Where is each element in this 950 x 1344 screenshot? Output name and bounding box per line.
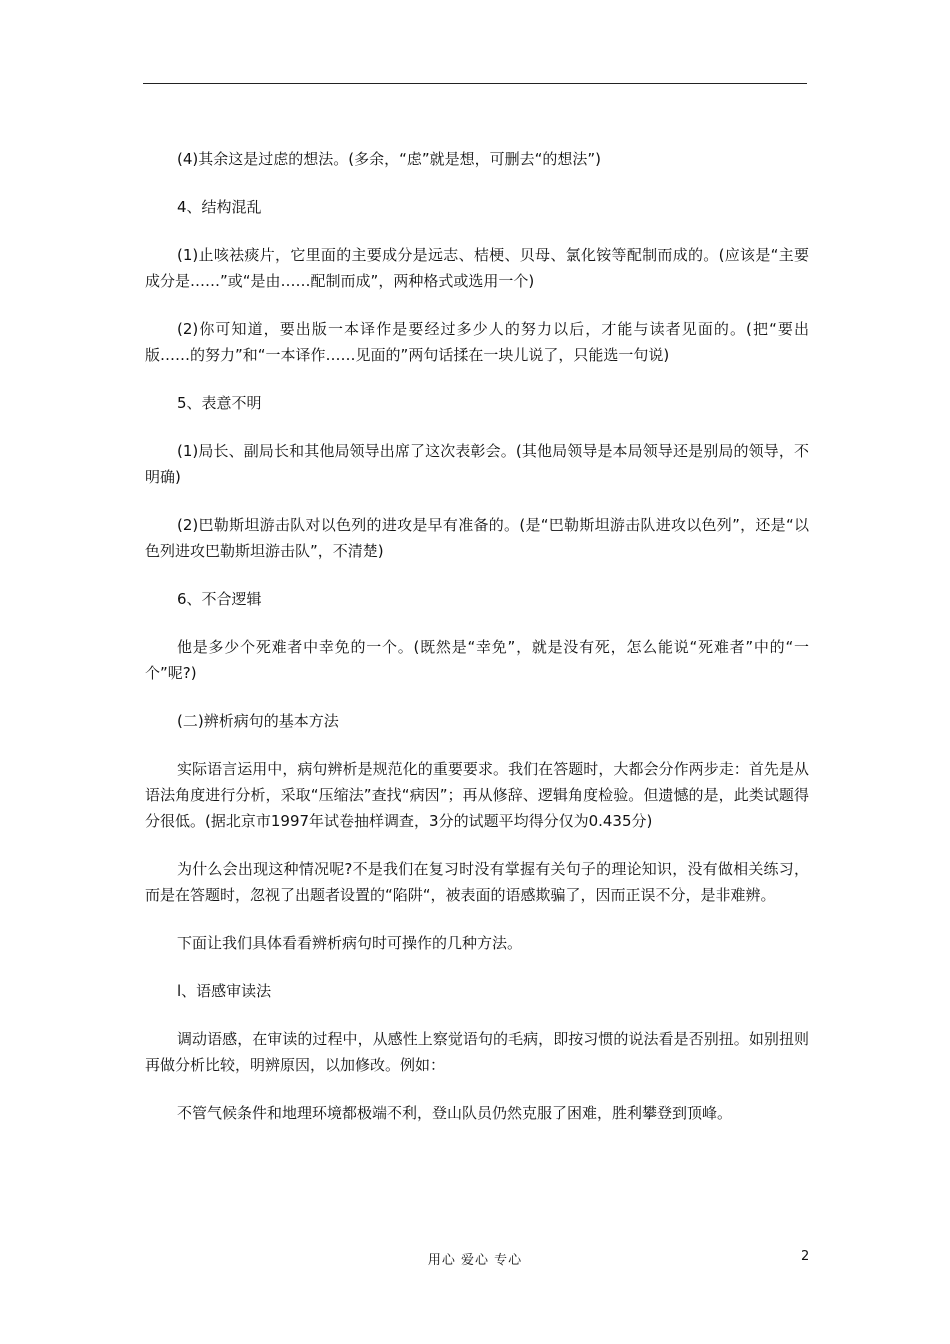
paragraph: 他是多少个死难者中幸免的一个。(既然是“幸免”，就是没有死，怎么能说“死难者”中的“一个”呢?) [145, 638, 809, 682]
document-body [145, 146, 809, 1148]
paragraph: (4)其余这是过虑的想法。(多余，“虑”就是想，可删去“的想法”) [177, 150, 602, 168]
paragraph: (2)你可知道，要出版一本译作是要经过多少人的努力以后，才能与读者见面的。(把“要出版……的努力”和“一本译作……见面的”两句话揉在一块儿说了，只能选一句说) [145, 320, 809, 364]
paragraph: 下面让我们具体看看辨析病句时可操作的几种方法。 [177, 934, 523, 952]
section-heading: 5、表意不明 [177, 394, 262, 412]
footer-text: 用心 爱心 专心 [427, 1253, 523, 1268]
paragraph: 实际语言运用中，病句辨析是规范化的重要要求。我们在答题时，大都会分作两步走：首先是从语法角度进行分析，采取“压缩法”查找“病因”；再从修辞、逻辑角度检验。但遗憾的是，此类试题得分很低。(据北京市1997年试卷抽样调查，3分的试题平均得分仅为0.435分) [145, 760, 809, 830]
paragraph: (1)止咳祛痰片，它里面的主要成分是远志、桔梗、贝母、氯化铵等配制而成的。(应该是“主要成分是……”或“是由……配制而成”，两种格式或选用一个) [145, 246, 809, 290]
paragraph: (1)局长、副局长和其他局领导出席了这次表彰会。(其他局领导是本局领导还是别局的领导，不明确) [145, 442, 809, 486]
header-rule [143, 83, 807, 84]
paragraph: (2)巴勒斯坦游击队对以色列的进攻是早有准备的。(是“巴勒斯坦游击队进攻以色列”，还是“以色列进攻巴勒斯坦游击队”，不清楚) [145, 516, 809, 560]
paragraph: 不管气候条件和地理环境都极端不利，登山队员仍然克服了困难，胜利攀登到顶峰。 [177, 1104, 733, 1122]
section-heading: (二)辨析病句的基本方法 [177, 712, 339, 730]
section-heading: 4、结构混乱 [177, 198, 262, 216]
section-heading: 6、不合逻辑 [177, 590, 262, 608]
paragraph: 为什么会出现这种情况呢?不是我们在复习时没有掌握有关句子的理论知识，没有做相关练习，而是在答题时，忽视了出题者设置的“陷阱“，被表面的语感欺骗了，因而正误不分，是非难辨。 [145, 860, 809, 904]
paragraph: 调动语感，在审读的过程中，从感性上察觉语句的毛病，即按习惯的说法看是否别扭。如别扭则再做分析比较，明辨原因，以加修改。例如： [145, 1030, 809, 1074]
page-number: 2 [801, 1249, 810, 1264]
section-heading: l、语感审读法 [177, 982, 272, 1000]
